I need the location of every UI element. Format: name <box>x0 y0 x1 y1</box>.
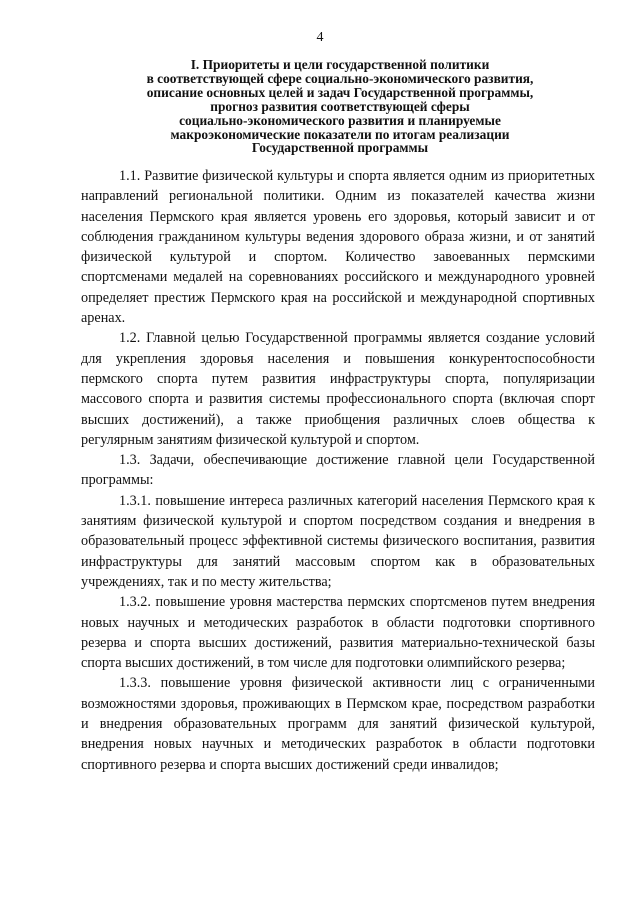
heading-line: прогноз развития соответствующей сферы <box>210 98 470 114</box>
paragraph-1-3: 1.3. Задачи, обеспечивающие достижение главной цели Государственной программы: <box>81 452 595 489</box>
heading-line: в соответствующей сфере социально-экономического развития, <box>146 70 534 86</box>
paragraph-1-3-1: 1.3.1. повышение интереса различных категорий населения Пермского края к занятиям физической культурой и спортом посредством создания и внедрения в образовательный процесс эффективной системы физического воспитания, развития инфраструктуры для занятий массовым спортом как в образовательных учреждениях, так и по месту жительства; <box>81 492 595 590</box>
heading-line: описание основных целей и задач Государственной программы, <box>146 84 534 100</box>
heading-line: Государственной программы <box>251 140 429 156</box>
heading-line: социально-экономического развития и планируемые <box>179 112 501 128</box>
body-text <box>81 166 595 775</box>
paragraph-1-3-3: 1.3.3. повышение уровня физической активности лиц с ограниченными возможностями здоровья, проживающих в Пермском крае, посредством разработки и внедрения образовательных программ для занятий физической культурой, внедрения новых научных и методических разработок в области подготовки спортивного резерва и спорта высших достижений среди инвалидов; <box>81 675 595 773</box>
heading-line: макроэкономические показатели по итогам реализации <box>170 126 510 142</box>
paragraph-1-3-2: 1.3.2. повышение уровня мастерства пермских спортсменов путем внедрения новых научных и методических разработок в области подготовки спортивного резерва и спорта высших достижений, развития материально-технической базы спорта высших достижений, в том числе для подготовки олимпийского резерва; <box>81 594 595 672</box>
page-number: 4 <box>316 30 324 45</box>
paragraph-1-2: 1.2. Главной целью Государственной программы является создание условий для укрепления здоровья населения и повышения конкурентоспособности пермского спорта путем развития инфраструктуры спорта, популяризации массового спорта и развития системы профессионального спорта (включая спорт высших достижений), а также приобщения различных слоев общества к регулярным занятиям физической культурой и спортом. <box>81 330 595 448</box>
paragraph-1-1: 1.1. Развитие физической культуры и спорта является одним из приоритетных направлений региональной политики. Одним из показателей качества жизни населения Пермского края является уровень его здоровья, который зависит и от соблюдения гражданином культуры ведения здорового образа жизни, и от занятий физической культурой и спортом. Количество завоеванных пермскими спортсменами медалей на соревнованиях российского и международного уровней определяет престиж Пермского края на российской и международной спортивных аренах. <box>81 168 595 327</box>
section-heading <box>80 58 600 155</box>
heading-line: I. Приоритеты и цели государственной политики <box>190 57 490 72</box>
